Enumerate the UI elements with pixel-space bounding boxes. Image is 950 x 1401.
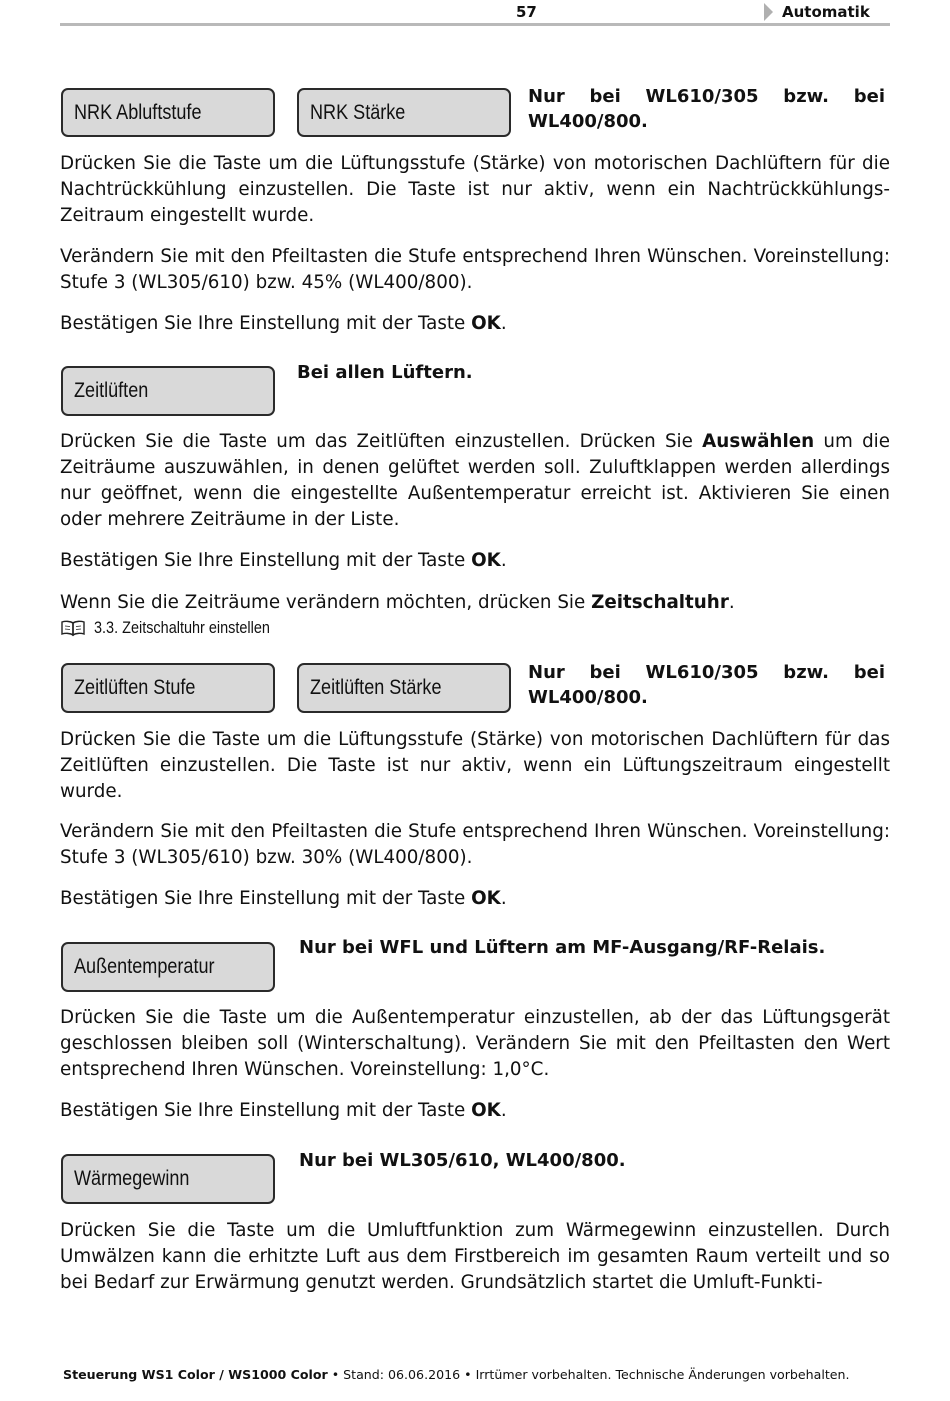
footer-disclaimer: Irrtümer vorbehalten. Technische Änderungen vorbehalten. — [475, 1367, 850, 1382]
aussentemperatur-paragraph-1: Drücken Sie die Taste um die Außentemperatur einzustellen, ab der das Lüftungsgerät geschlossen bleiben soll (Winterschaltung). Verändern Sie mit den Pfeiltasten den Wert entsprechend Ihren Wünschen. Voreinstellung: 1,0°C. — [60, 1007, 890, 1080]
zeitlueften-staerke-button[interactable]: Zeitlüften Stärke — [297, 663, 511, 713]
nrk-note-line-1: Nur bei WL610/305 bzw. bei — [528, 86, 885, 107]
aussentemperatur-note: Nur bei WFL und Lüftern am MF-Ausgang/RF-Relais. — [299, 937, 826, 958]
chapter-title — [764, 3, 870, 21]
waermegewinn-paragraph-1: Drücken Sie die Taste um die Umluftfunktion zum Wärmegewinn einzustellen. Durch Umwälzen kann die erhitzte Luft aus dem Firstbereich im gesamten Raum verteilt und so bei Bedarf zur Erwärmung genutzt werden. Grundsätzlich startet die Umluft-Funkti- — [60, 1220, 890, 1293]
nrk-note-line-2: WL400/800. — [528, 111, 648, 132]
nrk-abluftstufe-button[interactable]: NRK Abluftstufe — [61, 88, 275, 137]
cross-reference-link[interactable] — [60, 618, 301, 638]
nrk-staerke-button[interactable]: NRK Stärke — [297, 88, 511, 137]
book-icon — [60, 619, 86, 637]
page-footer: Steuerung WS1 Color / WS1000 Color • Stand: 06.06.2016 • Irrtümer vorbehalten. Technische Änderungen vorbehalten. — [63, 1367, 850, 1382]
waermegewinn-button[interactable]: Wärmegewinn — [61, 1154, 275, 1204]
footer-stand: Stand: 06.06.2016 — [343, 1367, 461, 1382]
nrk-paragraph-3: Bestätigen Sie Ihre Einstellung mit der Taste OK. — [60, 313, 507, 334]
chapter-marker-icon — [764, 3, 773, 21]
zeitlueften-paragraph-3: Wenn Sie die Zeiträume verändern möchten, drücken Sie Zeitschaltuhr. — [60, 592, 735, 613]
zeitlueften-stufe-button[interactable]: Zeitlüften Stufe — [61, 663, 275, 713]
zeitlueften-stufe-note-line-1: Nur bei WL610/305 bzw. bei — [528, 662, 885, 683]
header-rule — [60, 23, 890, 26]
zeitlueften-stufe-paragraph-1: Drücken Sie die Taste um die Lüftungsstufe (Stärke) von motorischen Dachlüftern für das Zeitlüften einzustellen. Die Taste ist nur aktiv, wenn ein Lüftungszeitraum eingestellt wurde. — [60, 729, 890, 802]
waermegewinn-note: Nur bei WL305/610, WL400/800. — [299, 1150, 626, 1171]
nrk-paragraph-1: Drücken Sie die Taste um die Lüftungsstufe (Stärke) von motorischen Dachlüftern für die Nachtrückkühlung einzustellen. Die Taste ist nur aktiv, wenn ein Nachtrückkühlungs-Zeitraum eingestellt wurde. — [60, 153, 890, 226]
page-header — [60, 0, 890, 28]
zeitlueften-note: Bei allen Lüftern. — [297, 362, 473, 383]
zeitlueften-paragraph-1: Drücken Sie die Taste um das Zeitlüften einzustellen. Drücken Sie Auswählen um die Zeiträume auszuwählen, in denen gelüftet werden soll. Zuluftklappen werden allerdings nur geöffnet, wenn die eingestellte Außentemperatur erreicht ist. Aktivieren Sie einen oder mehrere Zeiträume in der Liste. — [60, 431, 890, 530]
aussentemperatur-paragraph-2: Bestätigen Sie Ihre Einstellung mit der Taste OK. — [60, 1100, 507, 1121]
zeitlueften-stufe-note-line-2: WL400/800. — [528, 687, 648, 708]
zeitlueften-paragraph-2: Bestätigen Sie Ihre Einstellung mit der Taste OK. — [60, 550, 507, 571]
aussentemperatur-button[interactable]: Außentemperatur — [61, 942, 275, 992]
chapter-label: Automatik — [782, 3, 870, 21]
zeitlueften-stufe-paragraph-2: Verändern Sie mit den Pfeiltasten die Stufe entsprechend Ihren Wünschen. Voreinstellung: Stufe 3 (WL305/610) bzw. 30% (WL400/800). — [60, 821, 890, 868]
footer-product: Steuerung WS1 Color / WS1000 Color — [63, 1367, 328, 1382]
nrk-paragraph-2: Verändern Sie mit den Pfeiltasten die Stufe entsprechend Ihren Wünschen. Voreinstellung: Stufe 3 (WL305/610) bzw. 45% (WL400/800). — [60, 246, 890, 293]
page-number: 57 — [516, 3, 537, 21]
zeitlueften-button[interactable]: Zeitlüften — [61, 366, 275, 416]
cross-reference-text: 3.3. Zeitschaltuhr einstellen — [94, 618, 270, 637]
zeitlueften-stufe-paragraph-3: Bestätigen Sie Ihre Einstellung mit der Taste OK. — [60, 888, 507, 909]
